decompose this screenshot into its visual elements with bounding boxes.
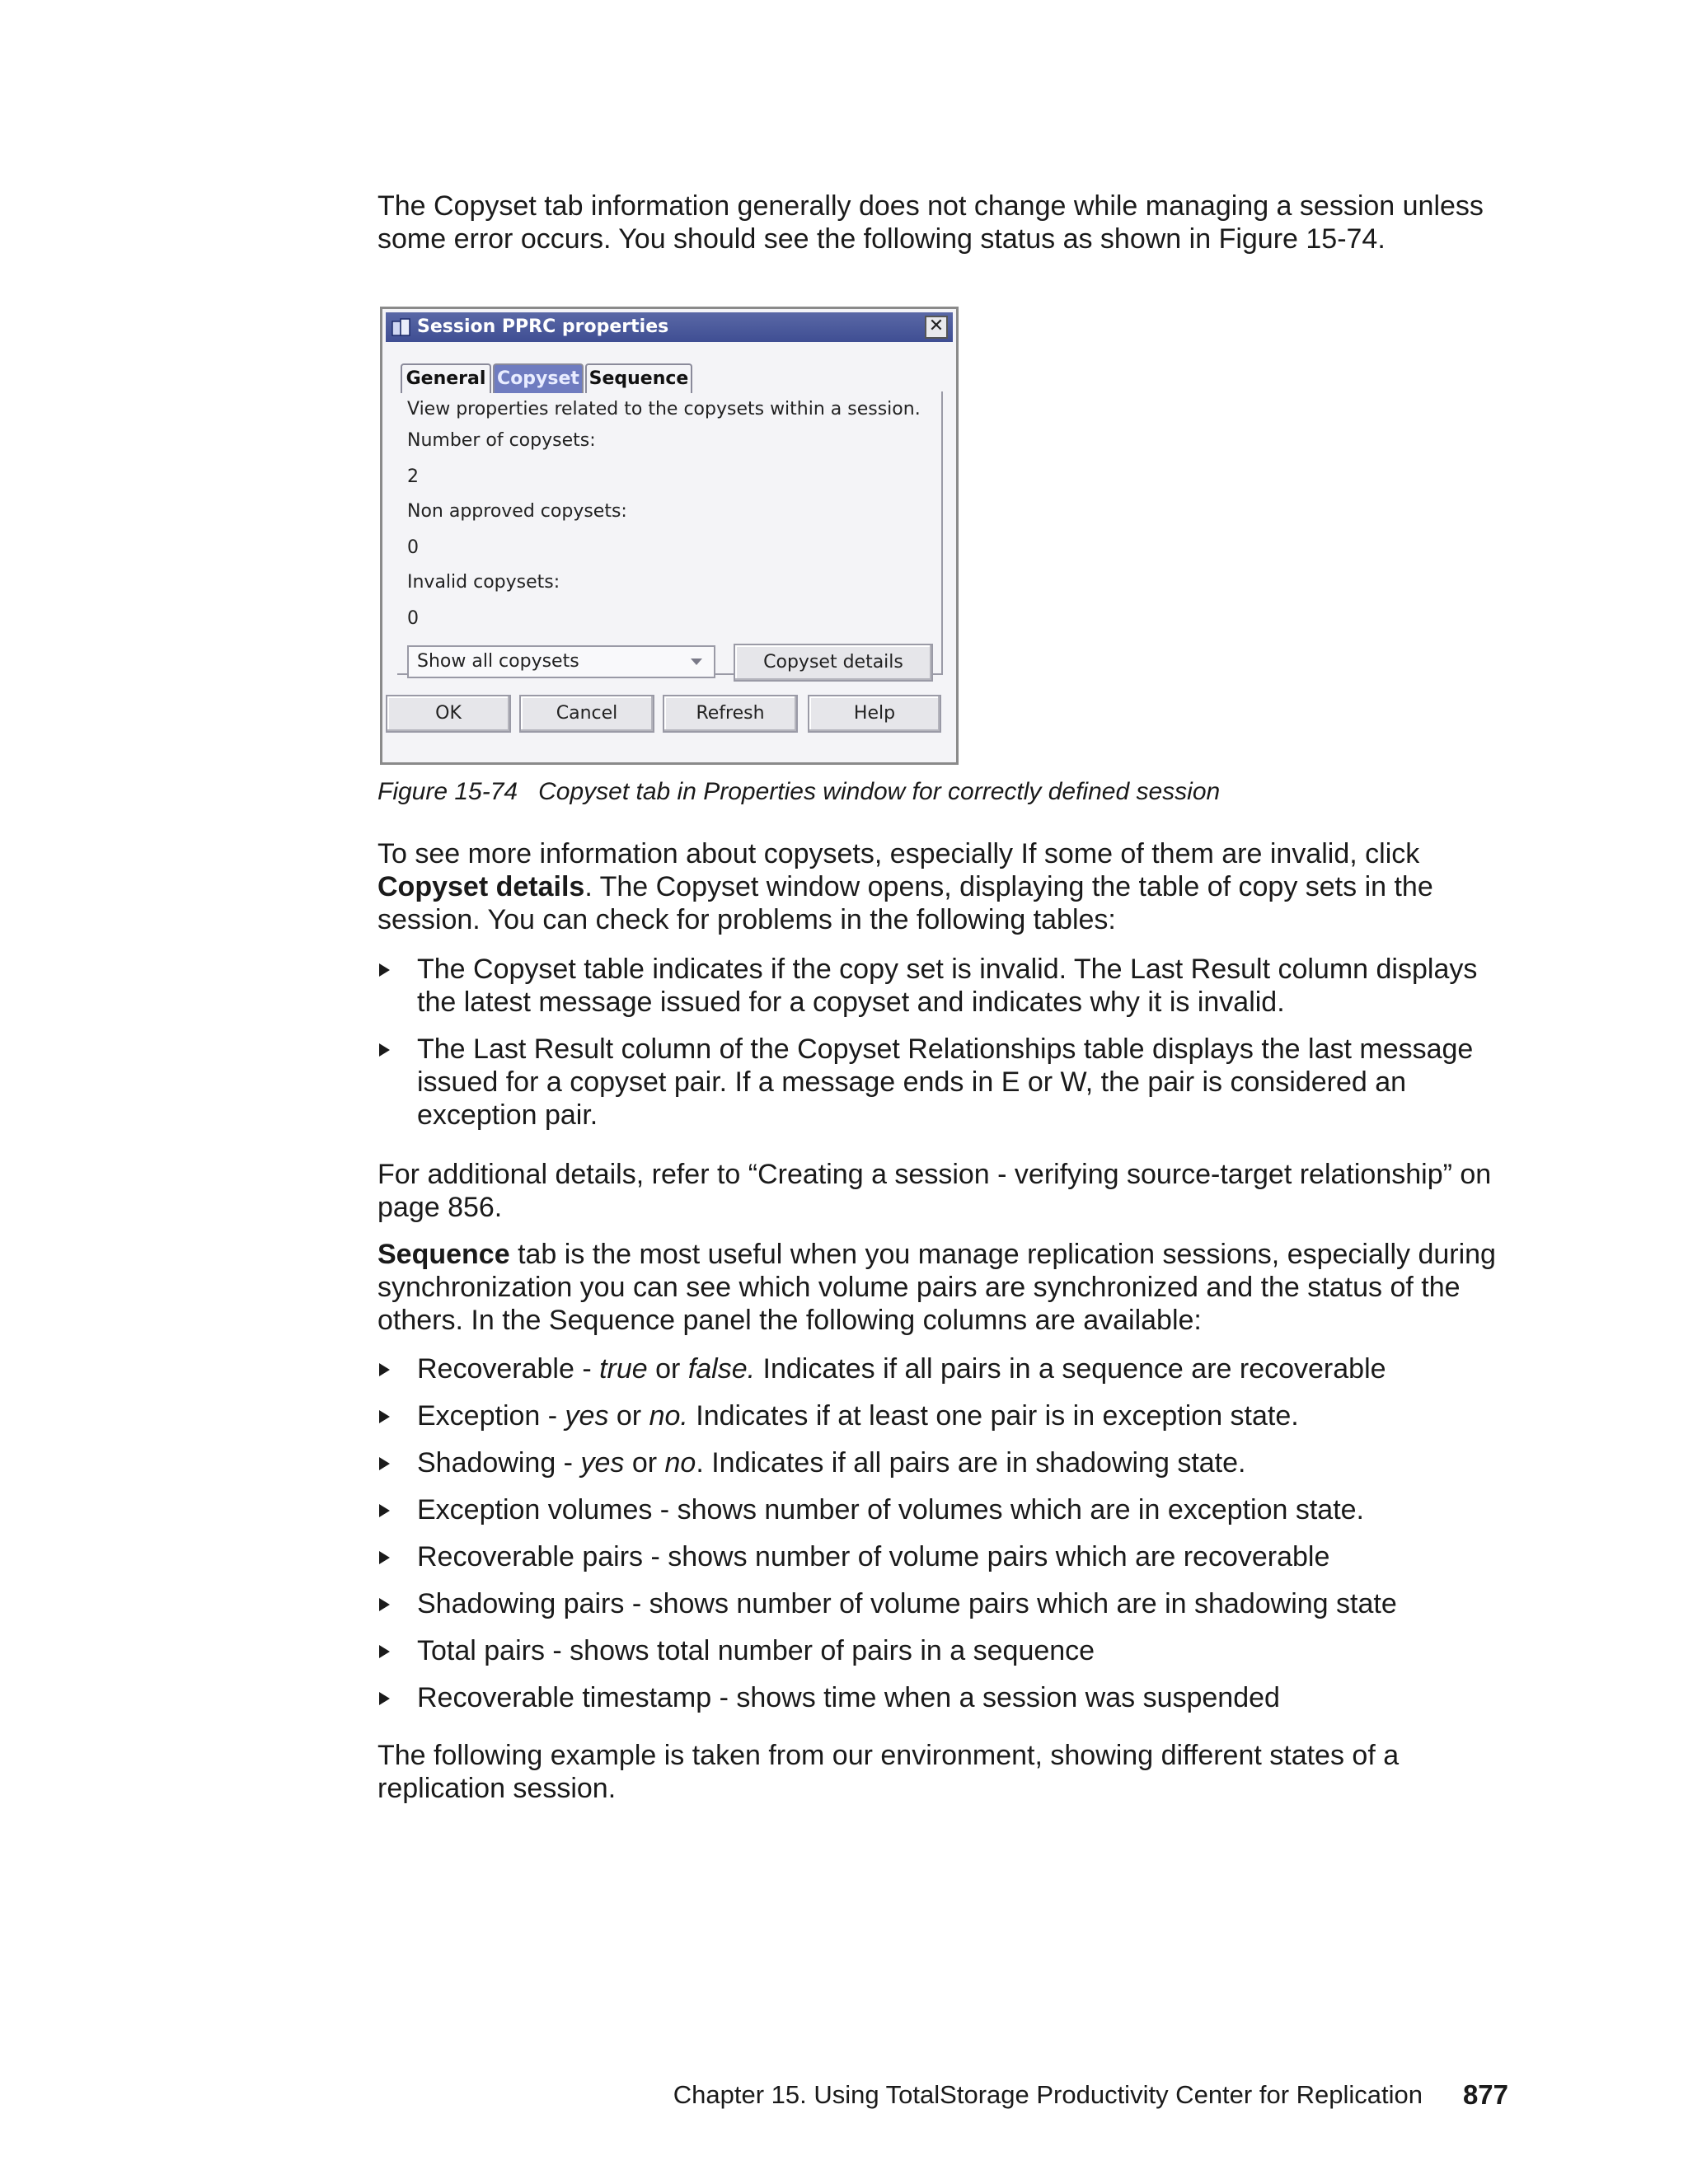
bullet-icon: [379, 1410, 390, 1423]
chapter-title: Chapter 15. Using TotalStorage Productivity Center for Replication: [673, 2080, 1423, 2109]
close-icon[interactable]: ✕: [925, 316, 948, 339]
help-button[interactable]: Help: [808, 695, 941, 733]
copyset-filter-value: Show all copysets: [417, 651, 579, 672]
cancel-button[interactable]: Cancel: [519, 695, 654, 733]
list-item: Shadowing pairs - shows number of volume pairs which are in shadowing state: [377, 1587, 1515, 1620]
app-icon: [391, 317, 412, 337]
dialog-title-bar[interactable]: [386, 312, 953, 342]
figure-label: Figure 15-74: [377, 778, 518, 805]
bullet-icon: [379, 1457, 390, 1470]
additional-details-block: [377, 1158, 1515, 1224]
list-item: Total pairs - shows total number of pairs in a sequence: [377, 1634, 1515, 1667]
list-item: Recoverable timestamp - shows time when a session was suspended: [377, 1681, 1515, 1714]
columns-bullet-list: [377, 1352, 1515, 1714]
list-item: Exception - yes or no. Indicates if at least one pair is in exception state.: [377, 1399, 1515, 1432]
list-item: The Last Result column of the Copyset Relationships table displays the last message issued for a copyset pair. If a message ends in E or W, the pair is considered an exception pair.: [377, 1033, 1515, 1132]
example-block: [377, 1739, 1515, 1805]
tab-sequence[interactable]: Sequence: [585, 363, 692, 393]
bullet-icon: [379, 1551, 390, 1564]
bullet-icon: [379, 963, 390, 977]
chevron-down-icon: [691, 658, 702, 665]
tab-copyset[interactable]: Copyset: [493, 363, 584, 393]
invalid-copysets-label: Invalid copysets:: [407, 572, 560, 593]
non-approved-copysets-value: 0: [407, 537, 419, 558]
list-item: Recoverable pairs - shows number of volume pairs which are recoverable: [377, 1540, 1515, 1573]
figure-caption: [377, 778, 1220, 806]
example-paragraph: The following example is taken from our environment, showing different states of a replication session.: [377, 1740, 1400, 1804]
sequence-paragraph: Sequence tab is the most useful when you manage replication sessions, especially during synchronization you can see which volume pairs are synchronized and the status of the others. In the Sequence panel the following columns are available:: [377, 1239, 1496, 1336]
page-footer: [0, 2079, 1688, 2111]
invalid-copysets-value: 0: [407, 608, 419, 629]
list-item: Shadowing - yes or no. Indicates if all pairs are in shadowing state.: [377, 1446, 1515, 1479]
session-properties-dialog: [380, 307, 959, 765]
bullet-icon: [379, 1598, 390, 1611]
bullet-icon: [379, 1504, 390, 1517]
intro-block: [377, 190, 1515, 255]
intro-paragraph: The Copyset tab information generally does not change while managing a session unless some error occurs. You should see the following status as shown in Figure 15-74.: [377, 190, 1484, 255]
figure-caption-text: Copyset tab in Properties window for correctly defined session: [538, 778, 1221, 805]
copyset-filter-select[interactable]: [407, 645, 715, 678]
ok-button[interactable]: OK: [386, 695, 511, 733]
copyset-details-button[interactable]: Copyset details: [734, 644, 933, 682]
page-number: 877: [1462, 2079, 1508, 2110]
copyset-panel: [397, 391, 943, 675]
bullet-icon: [379, 1645, 390, 1658]
bullet-icon: [379, 1692, 390, 1705]
list-item: The Copyset table indicates if the copy set is invalid. The Last Result column displays the latest message issued for a copyset and indicates why it is invalid.: [377, 953, 1515, 1019]
tab-general[interactable]: General: [401, 363, 491, 393]
list-item: Recoverable - true or false. Indicates if all pairs in a sequence are recoverable: [377, 1352, 1515, 1385]
dialog-title: Session PPRC properties: [417, 316, 669, 337]
tables-bullet-list: [377, 953, 1515, 1132]
non-approved-copysets-label: Non approved copysets:: [407, 501, 627, 522]
bullet-icon: [379, 1043, 390, 1057]
bullet-icon: [379, 1363, 390, 1376]
sequence-intro-block: [377, 1238, 1515, 1337]
more-info-paragraph: To see more information about copysets, especially If some of them are invalid, click Copyset details. The Copyset window opens, displaying the table of copy sets in the session. You can check for problems in the following tables:: [377, 838, 1433, 935]
additional-details-paragraph: For additional details, refer to “Creating a session - verifying source-target relationship” on page 856.: [377, 1159, 1492, 1223]
refresh-button[interactable]: Refresh: [663, 695, 798, 733]
number-of-copysets-label: Number of copysets:: [407, 430, 596, 451]
list-item: Exception volumes - shows number of volumes which are in exception state.: [377, 1493, 1515, 1526]
number-of-copysets-value: 2: [407, 466, 419, 487]
panel-description: View properties related to the copysets within a session.: [407, 399, 921, 419]
more-info-block: [377, 837, 1515, 936]
